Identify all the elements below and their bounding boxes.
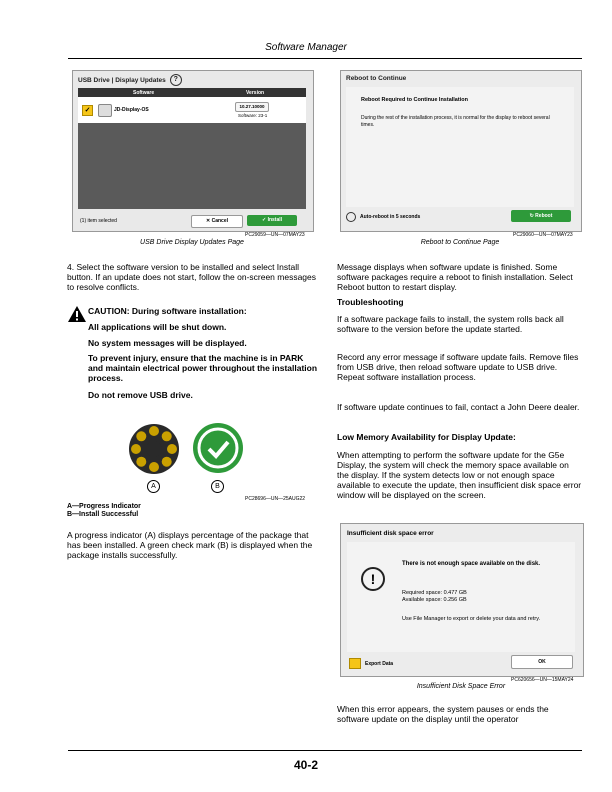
table-row[interactable] bbox=[78, 97, 306, 123]
reboot-label: Reboot bbox=[535, 213, 553, 219]
error-paragraph: When this error appears, the system pauses or ends the software update on the display until the operator bbox=[337, 704, 549, 724]
label-b: B bbox=[211, 480, 224, 493]
insufficient-figure-id: PC620656—UN—15MAY24 bbox=[511, 677, 574, 683]
ok-button[interactable]: OK bbox=[511, 655, 573, 669]
package-icon bbox=[98, 104, 112, 117]
low-memory-paragraph: When attempting to perform the software update for the G5e Display, the system will check the memory space available on the display. If the system detects low or not enough space available to execute the update, then insufficient disk space error window will be displayed on the screen. bbox=[337, 450, 582, 500]
page-header: Software Manager bbox=[265, 42, 347, 53]
check-icon: ✓ bbox=[261, 217, 268, 223]
reboot-button[interactable] bbox=[511, 210, 571, 222]
insufficient-title: Insufficient disk space error bbox=[347, 530, 434, 537]
low-memory-heading: Low Memory Availability for Display Update: bbox=[337, 432, 516, 442]
progress-paragraph: A progress indicator (A) displays percentage of the package that has been installed. A green check mark (B) is displayed when the package installs successfully. bbox=[67, 530, 313, 560]
troubleshooting-heading: Troubleshooting bbox=[337, 297, 404, 307]
export-icon bbox=[349, 658, 361, 669]
legend-b: B—Install Successful bbox=[67, 511, 139, 518]
progress-figure-id: PC28696—UN—25AUG22 bbox=[245, 496, 306, 502]
reboot-paragraph: Message displays when software update is finished. Some software packages require a reboot to finish installation. Select Reboot button to restart display. bbox=[337, 262, 573, 292]
insufficient-advice: Use File Manager to export or delete your data and retry. bbox=[402, 616, 541, 622]
record-paragraph: Record any error message if software update fails. Remove files from USB drive, then reload software update to USB drive. Repeat software installation process. bbox=[337, 352, 579, 382]
header-rule bbox=[68, 58, 582, 59]
reboot-title: Reboot to Continue bbox=[346, 75, 407, 82]
reboot-heading: Reboot Required to Continue Installation bbox=[361, 97, 468, 103]
warning-icon bbox=[67, 305, 87, 323]
reboot-figure-id: PC29060—UN—07MAY23 bbox=[513, 232, 573, 238]
usb-display-updates-screenshot bbox=[72, 70, 314, 232]
rollback-paragraph: If a software package fails to install, the system rolls back all software to the version before the update started. bbox=[337, 314, 564, 334]
insufficient-panel bbox=[347, 542, 575, 652]
caution-line-3: To prevent injury, ensure that the machine is in PARK and maintain electrical power throughout the installation process. bbox=[88, 353, 318, 383]
col-software: Software bbox=[133, 89, 155, 96]
reboot-panel bbox=[346, 87, 574, 207]
dealer-paragraph: If software update continues to fail, contact a John Deere dealer. bbox=[337, 402, 580, 412]
usb-title bbox=[78, 74, 182, 86]
clock-icon bbox=[346, 212, 356, 222]
table-header bbox=[78, 88, 306, 97]
reboot-screenshot bbox=[340, 70, 582, 232]
empty-list-area bbox=[78, 123, 306, 209]
step-4: 4. Select the software version to be installed and select Install button. If an update does not start, follow the on-screen messages to resolve conflicts. bbox=[67, 262, 317, 292]
legend-a: A—Progress Indicator bbox=[67, 503, 141, 510]
progress-indicator-icon bbox=[128, 423, 180, 475]
checkbox-checked[interactable]: ✓ bbox=[82, 105, 93, 116]
usb-caption: USB Drive Display Updates Page bbox=[140, 239, 244, 246]
required-space: Required space: 0.477 GB bbox=[402, 590, 467, 596]
caution-line-4: Do not remove USB drive. bbox=[88, 390, 193, 400]
label-a: A bbox=[147, 480, 160, 493]
refresh-icon: ↻ bbox=[529, 213, 536, 219]
available-space: Available space: 0.256 GB bbox=[402, 597, 467, 603]
export-label: Export Data bbox=[365, 660, 394, 667]
usb-footer bbox=[73, 212, 313, 230]
export-data-button[interactable] bbox=[349, 658, 393, 669]
footer-rule bbox=[68, 750, 582, 751]
auto-reboot-text: Auto-reboot in 5 seconds bbox=[360, 214, 421, 220]
help-icon[interactable]: ? bbox=[170, 74, 182, 86]
software-version: Software: 23-1 bbox=[238, 113, 268, 118]
cancel-button[interactable] bbox=[191, 215, 243, 228]
col-version: Version bbox=[246, 89, 265, 96]
install-button[interactable] bbox=[247, 215, 297, 226]
insufficient-disk-screenshot bbox=[340, 523, 584, 677]
caution-title: CAUTION: During software installation: bbox=[88, 306, 247, 316]
cancel-label: Cancel bbox=[211, 218, 228, 224]
page-number: 40-2 bbox=[293, 758, 319, 772]
exclamation-icon: ! bbox=[361, 567, 385, 591]
auto-reboot bbox=[346, 212, 420, 222]
caution-line-1: All applications will be shut down. bbox=[88, 322, 227, 332]
usb-figure-id: PC29059—UN—07MAY23 bbox=[245, 232, 305, 238]
caution-line-2: No system messages will be displayed. bbox=[88, 338, 247, 348]
reboot-text: During the rest of the installation process, it is normal for the display to reboot several times. bbox=[361, 115, 550, 128]
install-label: Install bbox=[267, 217, 283, 223]
close-icon: ✕ bbox=[206, 218, 212, 224]
selected-count: (1) item selected bbox=[80, 218, 117, 224]
version-button[interactable]: 10.27.10000 bbox=[235, 102, 269, 112]
package-name: JD-Display-OS bbox=[114, 107, 149, 113]
insufficient-heading: There is not enough space available on the disk. bbox=[402, 561, 541, 567]
insufficient-caption: Insufficient Disk Space Error bbox=[416, 683, 506, 690]
install-successful-icon bbox=[193, 423, 243, 473]
usb-title-text: USB Drive | Display Updates bbox=[78, 76, 166, 84]
reboot-caption: Reboot to Continue Page bbox=[420, 239, 500, 246]
